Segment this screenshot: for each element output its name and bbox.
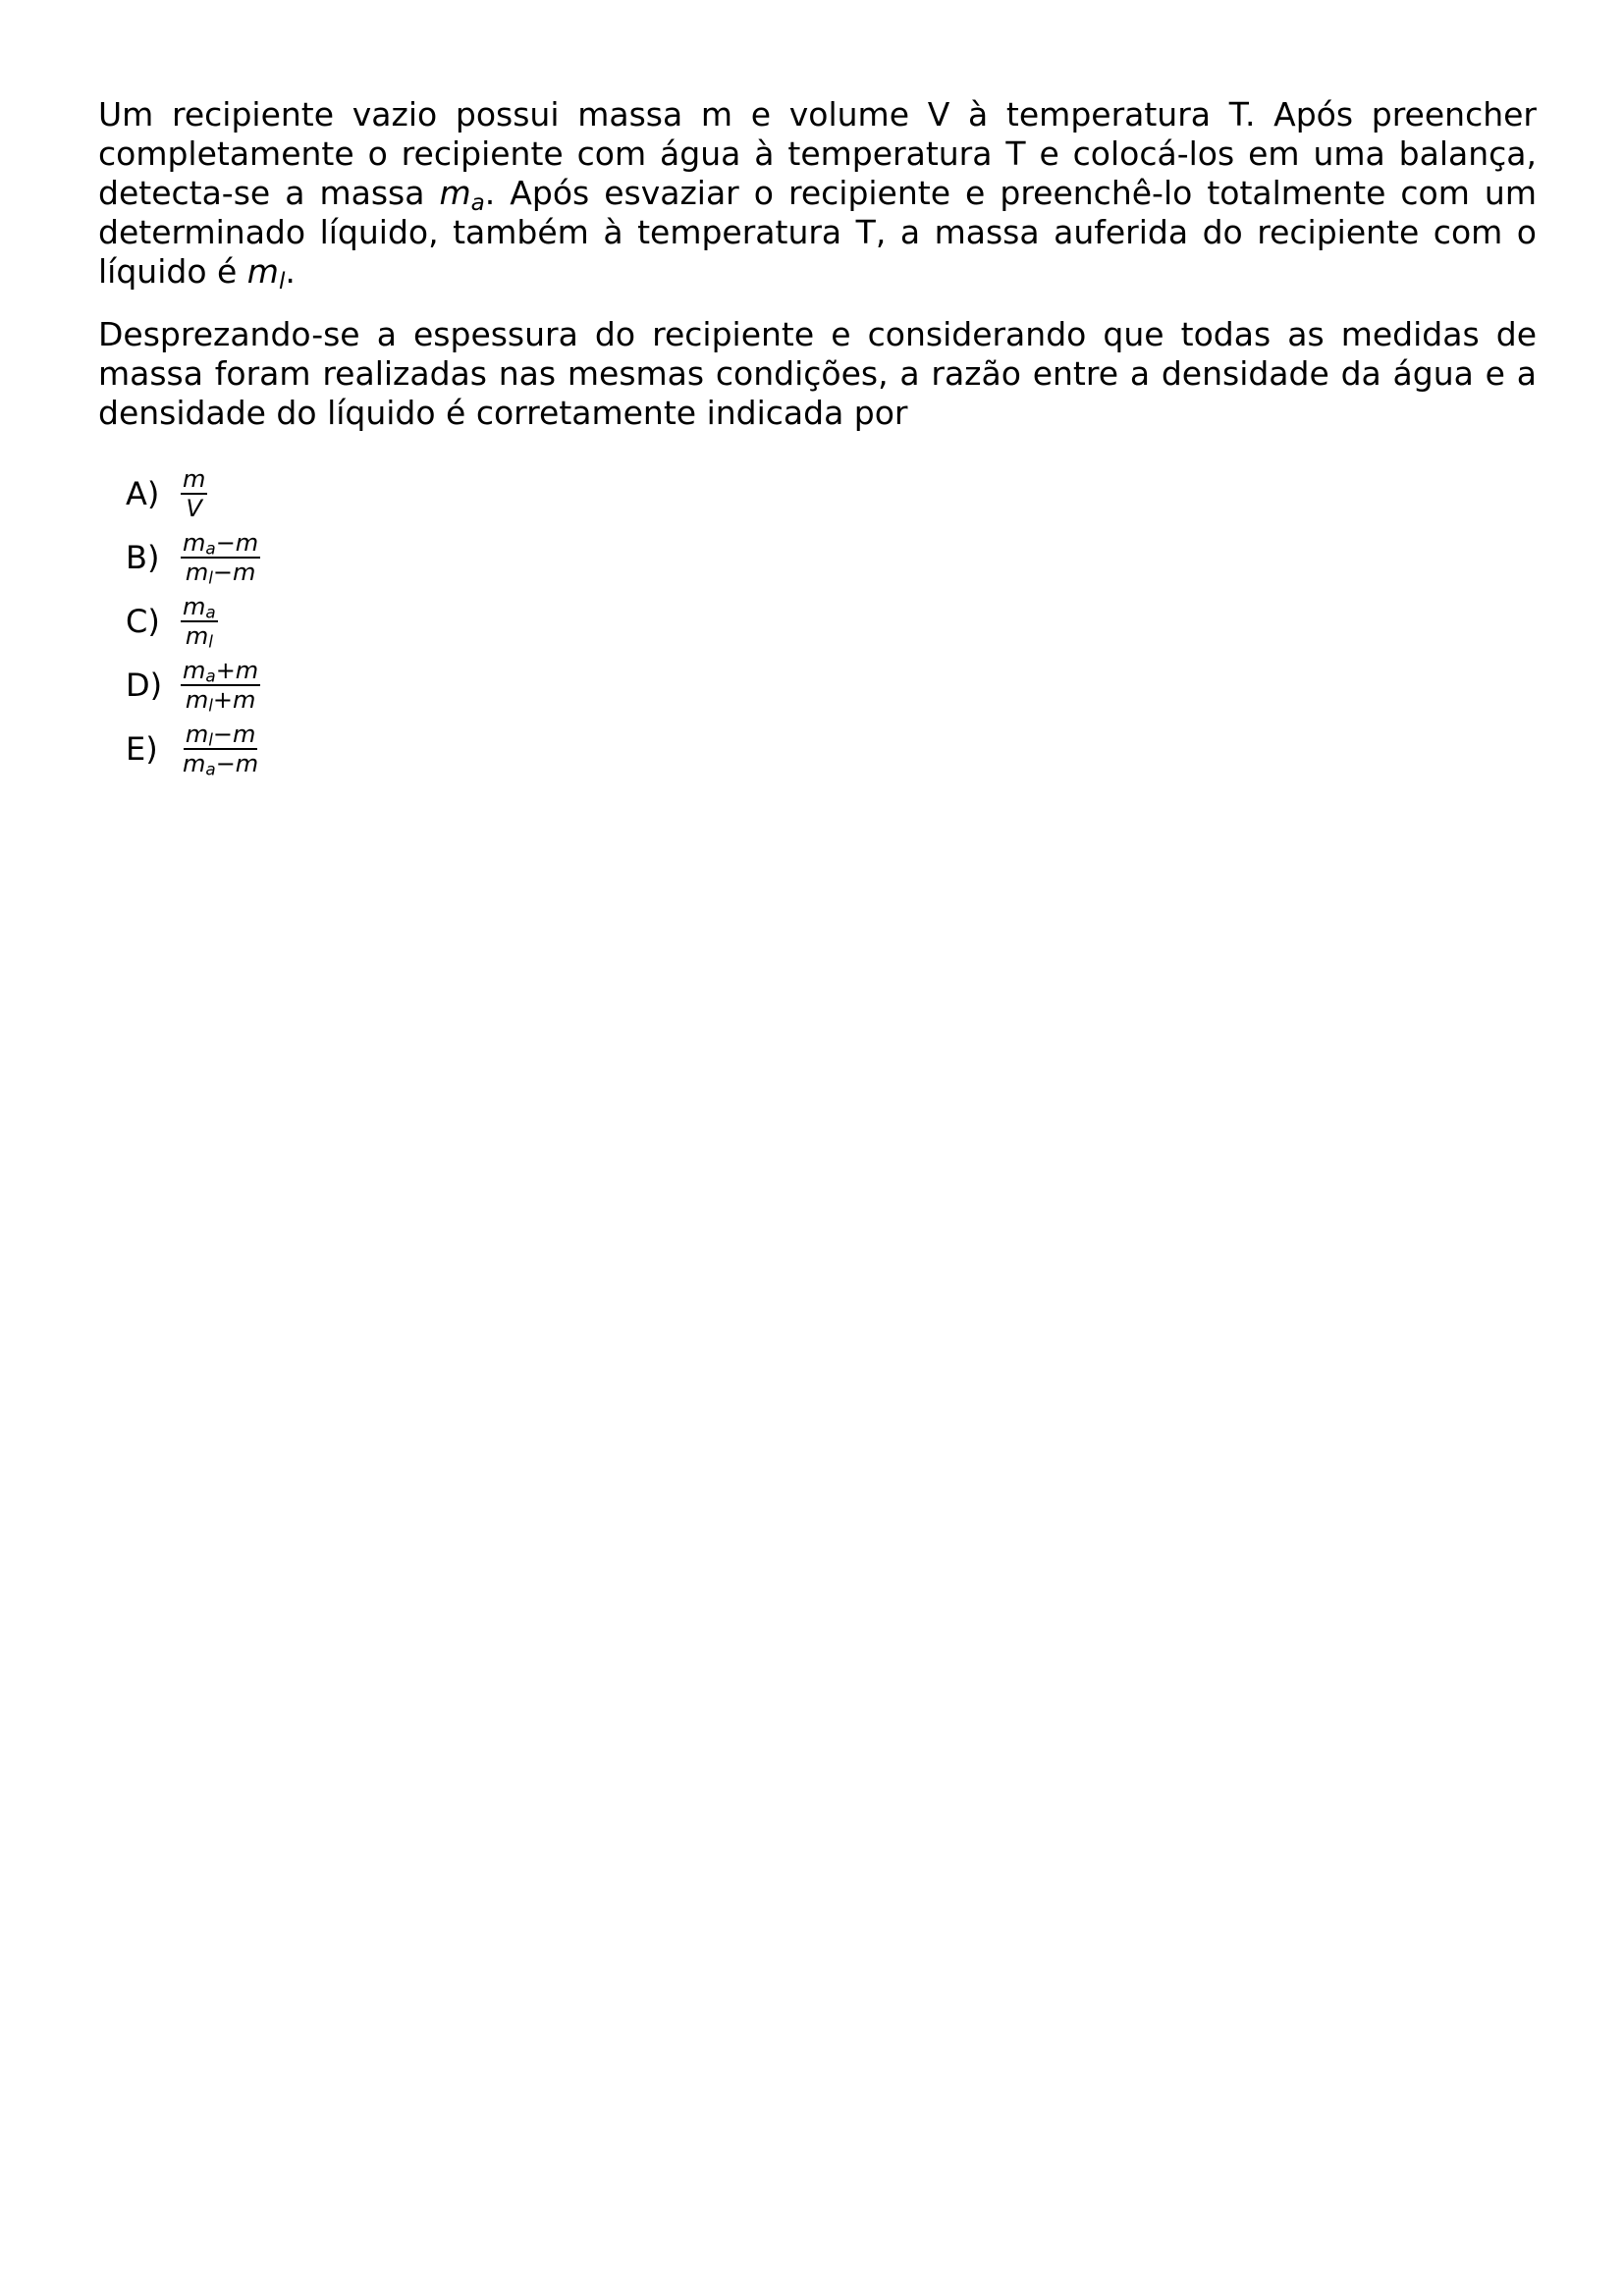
option-e[interactable] <box>126 721 260 779</box>
option-c-fraction <box>181 593 218 652</box>
question-body <box>98 95 1537 433</box>
question-paragraph-1 <box>98 95 1537 292</box>
option-letter: B) <box>126 539 160 576</box>
fraction-denominator: V <box>186 495 202 522</box>
mass-liquid-variable: $m_l$ <box>246 252 286 294</box>
fraction-denominator: $m_l-m$ <box>185 559 256 588</box>
fraction-denominator: $m_l+m$ <box>185 686 256 716</box>
option-b[interactable] <box>126 529 260 588</box>
fraction-numerator: $m_l-m$ <box>185 721 256 750</box>
question-paragraph-2: Desprezando-se a espessura do recipiente e considerando que todas as medidas de massa foram realizadas nas mesmas condições, a razão entre a densidade da água e a densidade do líquido é corretamente indicada por <box>98 315 1537 432</box>
option-d[interactable] <box>126 657 260 716</box>
paragraph-1-text-b: . Após esvaziar o recipiente e preenchê-lo totalmente com um determinado líquido, também à temperatura T, a massa auferida do recipiente com o líquido é <box>98 174 1537 291</box>
fraction-numerator: m <box>183 465 206 493</box>
option-b-fraction <box>181 529 260 588</box>
option-letter: D) <box>126 667 163 704</box>
fraction-denominator: $m_l$ <box>185 622 213 652</box>
option-letter: E) <box>126 730 158 768</box>
option-d-fraction <box>181 657 260 716</box>
mass-water-variable: $m_a$ <box>439 174 485 216</box>
paragraph-1-text-c: . <box>285 252 296 291</box>
option-a-fraction <box>181 466 207 521</box>
option-a[interactable] <box>126 465 260 522</box>
option-c[interactable] <box>126 593 260 652</box>
fraction-denominator: $m_a-m$ <box>183 750 259 779</box>
fraction-numerator: $m_a+m$ <box>183 657 259 686</box>
answer-options <box>126 465 260 787</box>
option-letter: A) <box>126 475 160 512</box>
option-letter: C) <box>126 603 160 640</box>
paragraph-1-text-a: Um recipiente vazio possui massa m e volume V à temperatura T. Após preencher completamente o recipiente com água à temperatura T e colocá-los em uma balança, detecta-se a massa <box>98 95 1537 212</box>
fraction-numerator: $m_a-m$ <box>183 529 259 559</box>
option-e-fraction <box>181 721 260 779</box>
fraction-numerator: $m_a$ <box>183 593 216 622</box>
